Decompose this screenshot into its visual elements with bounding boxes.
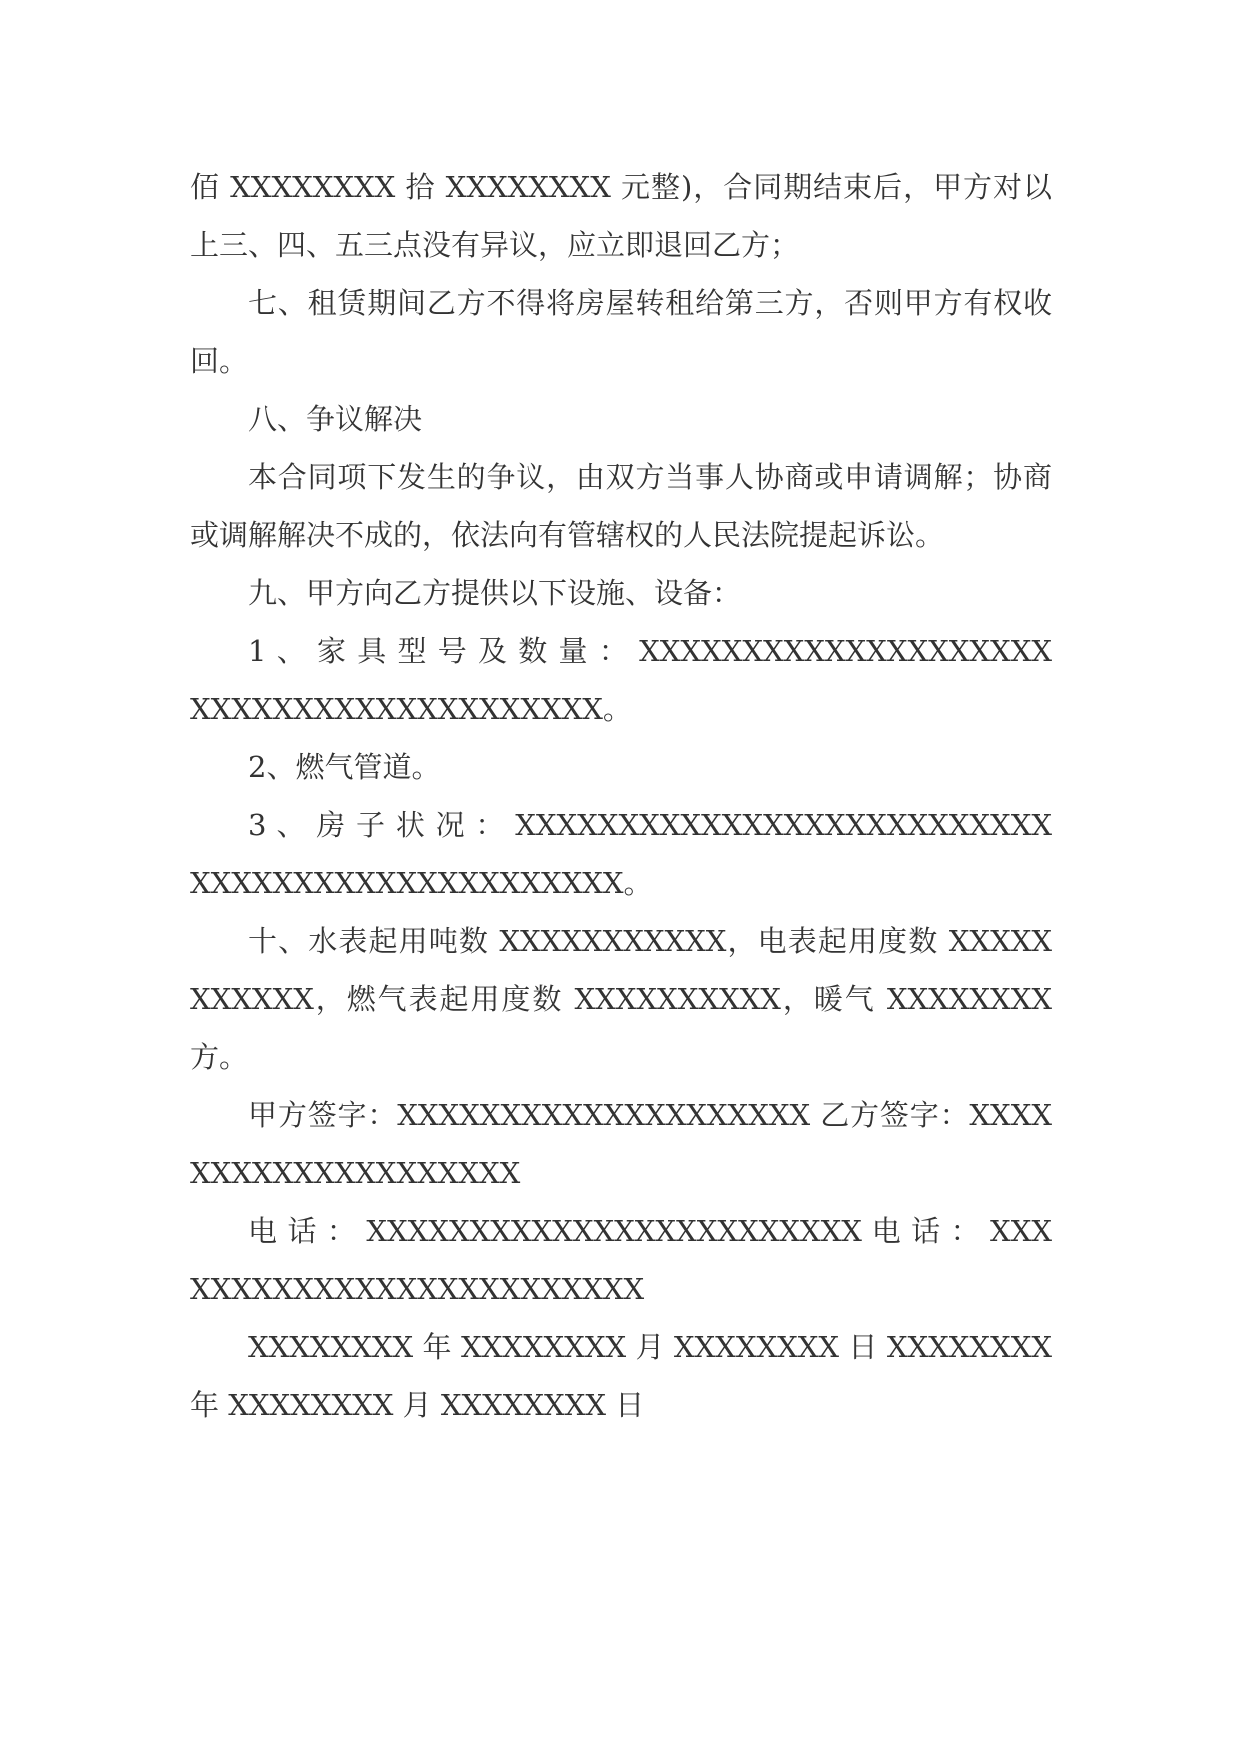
paragraph-dispute-resolution: 本合同项下发生的争议，由双方当事人协商或申请调解；协商或调解解决不成的，依法向有管辖权的人民法院提起诉讼。 (190, 460, 1052, 552)
contract-text (190, 158, 1052, 1434)
paragraph-dates: XXXXXXXX 年 XXXXXXXX 月 XXXXXXXX 日 XXXXXXXX 年 XXXXXXXX 月 XXXXXXXX 日 (190, 1330, 1052, 1422)
paragraph-house-condition: 3 、 房 子 状 况 ： XXXXXXXXXXXXXXXXXXXXXXXXXXXXXXXXXXXXXXXXXXXXXXX。 (190, 808, 1052, 900)
paragraph-signatures: 甲方签字：XXXXXXXXXXXXXXXXXXXX 乙方签字：XXXXXXXXXXXXXXXXXXXX (190, 1098, 1052, 1190)
paragraph-sublet-clause: 七、租赁期间乙方不得将房屋转租给第三方，否则甲方有权收回。 (190, 286, 1052, 378)
paragraph-dispute-heading: 八、争议解决 (248, 402, 423, 436)
paragraph-gas-pipe: 2、燃气管道。 (248, 750, 441, 784)
paragraph-furniture: 1 、 家 具 型 号 及 数 量 ： XXXXXXXXXXXXXXXXXXXXXXXXXXXXXXXXXXXXXXXX。 (190, 634, 1052, 726)
paragraph-facilities-heading: 九、甲方向乙方提供以下设施、设备： (248, 576, 742, 610)
paragraph-meter-readings: 十、水表起用吨数 XXXXXXXXXXX，电表起用度数 XXXXXXXXXXX，燃气表起用度数 XXXXXXXXXX，暖气 XXXXXXXX 方。 (190, 924, 1052, 1074)
paragraph-phones: 电 话 ： XXXXXXXXXXXXXXXXXXXXXXXX 电 话 ： XXXXXXXXXXXXXXXXXXXXXXXXX (190, 1214, 1052, 1306)
paragraph-deposit-refund: 佰 XXXXXXXX 拾 XXXXXXXX 元整)，合同期结束后，甲方对以上三、四、五三点没有异议，应立即退回乙方； (190, 170, 1052, 262)
